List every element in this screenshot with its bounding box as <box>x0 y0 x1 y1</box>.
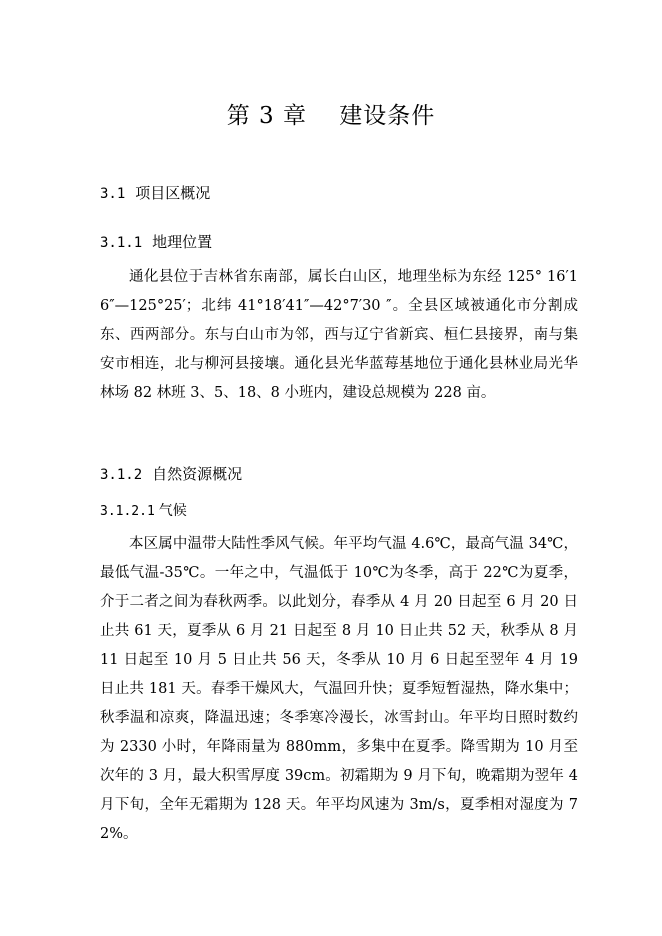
section-number: 3.1 <box>100 186 126 202</box>
chapter-title: 第 3 章 建设条件 <box>226 103 436 129</box>
section-heading <box>100 182 210 205</box>
subsection-number-resources: 3.1.2 <box>100 467 143 483</box>
subsubsection-number-climate: 3.1.2.1 <box>100 504 155 519</box>
subsection-title-location: 地理位置 <box>152 233 213 251</box>
subsection-number-location: 3.1.1 <box>100 235 143 251</box>
paragraph-climate: 本区属中温带大陆性季风气候。年平均气温 4.6℃，最高气温 34℃，最低气温-35℃。一年之中，气温低于 10℃为冬季，高于 22℃为夏季，介于二者之间为春秋两季。以此划分，春季从 4 月 20 日起至 6 月 20 日止共 61 天，夏季从 6 月 21 日起至 8 月 10 日止共 52 天，秋季从 8 月 11 日起至 10 月 5 日止共 56 天，冬季从 10 月 6 日起至翌年 4 月 19 日止共 181 天。春季干燥风大，气温回升快；夏季短暂湿热，降水集中；秋季温和凉爽，降温迅速；冬季寒冷漫长，冰雪封山。年平均日照时数约为 2330 小时，年降雨量为 880mm，多集中在夏季。降雪期为 10 月至次年的 3 月，最大积雪厚度 39cm。初霜期为 9 月下旬，晚霜期为翌年 4 月下旬，全年无霜期为 128 天。年平均风速为 3m/s，夏季相对湿度为 72%。 <box>100 536 578 842</box>
subsubsection-title-climate: 气候 <box>158 503 187 519</box>
subsection-title-resources: 自然资源概况 <box>152 465 243 483</box>
paragraph-location: 通化县位于吉林省东南部，属长白山区，地理坐标为东经 125° 16′16″—125°25′；北纬 41°18′41″—42°7′30 ″。全县区域被通化市分割成东、西两部分。东与白山市为邻，西与辽宁省新宾、桓仁县接界，南与集安市相连，北与柳河县接壤。通化县光华蓝莓基地位于通化县林业局光华林场 82 林班 3、5、18、8 小班内，建设总规模为 228 亩。 <box>100 269 578 401</box>
subsection-heading-location <box>100 231 212 254</box>
subsubsection-heading-climate <box>100 500 187 523</box>
subsection-heading-resources <box>100 463 242 486</box>
section-title: 项目区概况 <box>135 184 211 202</box>
